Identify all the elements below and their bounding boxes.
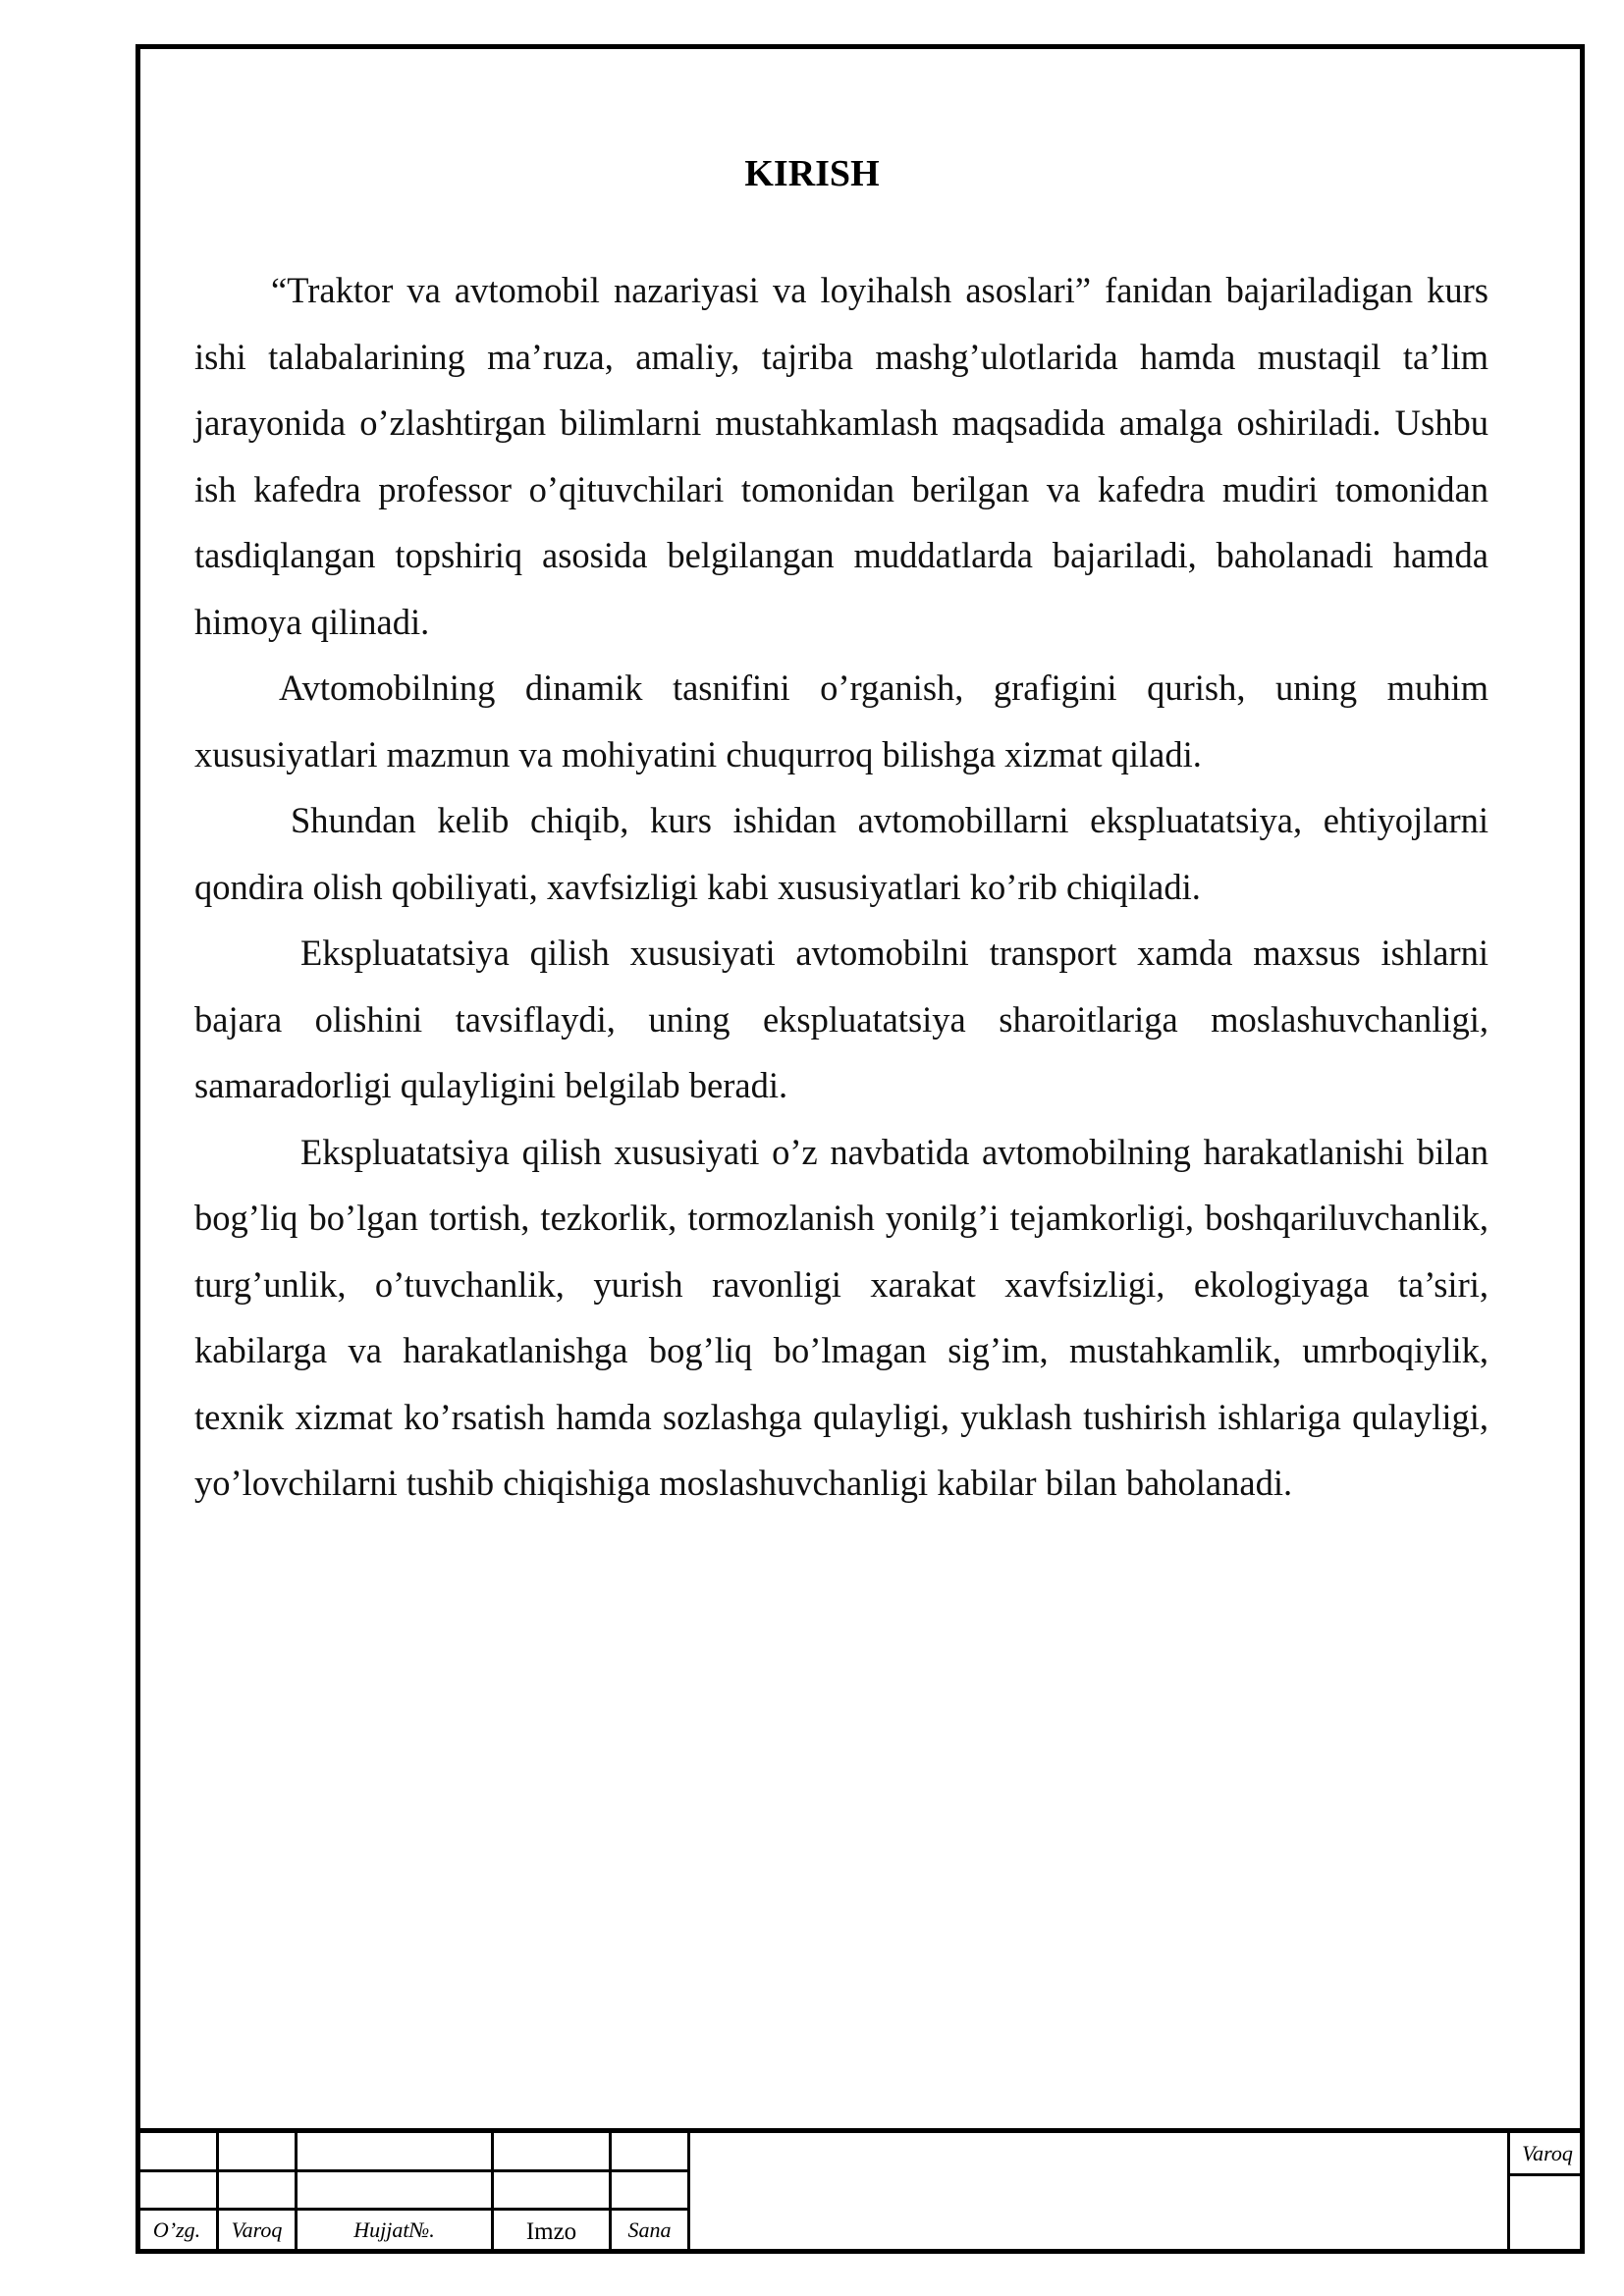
stamp-divider (135, 2208, 689, 2211)
stamp-divider (1507, 2173, 1585, 2176)
stamp-label-ozg: O’zg. (152, 2217, 201, 2242)
paragraph-exploitation-details: Ekspluatatsiya qilish xususiyati o’z navbatida avtomobilning harakatlanishi bilan bog’liq bo’lgan tortish, tezkorlik, tormozlanish yonilg’i tejamkorligi, boshqariluvchanlik, turg’unlik, o’tuvchanlik, yurish ravonligi xarakat xavfsizligi, ekologiyaga ta’siri, kabilarga va harakatlanishga bog’liq bo’lmagan sig’im, mustahkamlik, umrboqiylik, texnik xizmat ko’rsatish hamda sozlashga qulayligi, yuklash tushirish ishlariga qulayligi, yo’lovchilarni tushib chiqishiga moslashuvchanligi kabilar bilan baholanadi. (194, 1131, 1489, 1503)
paragraph-properties: Shundan kelib chiqib, kurs ishidan avtomobillarni ekspluatatsiya, ehtiyojlarni qondira olish qobiliyati, xavfsizligi kabi xususiyatlari ko’rib chiqiladi. (194, 800, 1489, 907)
page-title: KIRISH (744, 153, 880, 194)
paragraph-intro: “Traktor va avtomobil nazariyasi va loyihalsh asoslari” fanidan bajariladigan kurs ishi talabalarining ma’ruza, amaliy, tajriba mashg’ulotlarida hamda mustaqil ta’lim jarayonida o’zlashtirgan bilimlarni mustahkamlash maqsadida amalga oshiriladi. Ushbu ish kafedra professor o’qituvchilari tomonidan berilgan va kafedra mudiri tomonidan tasdiqlangan topshiriq asosida belgilangan muddatlarda bajariladi, baholanadi hamda himoya qilinadi. (194, 270, 1489, 642)
stamp-label-sana: Sana (627, 2217, 672, 2242)
stamp-divider (687, 2133, 690, 2254)
paragraph-exploitation: Ekspluatatsiya qilish xususiyati avtomobilni transport xamda maxsus ishlarni bajara olishini tavsiflaydi, uning ekspluatatsiya sharoitlariga moslashuvchanligi, samaradorligi qulayligini belgilab beradi. (194, 933, 1489, 1105)
stamp-label-hujjat: Hujjat№. (353, 2217, 435, 2242)
stamp-label-sheet: Varoq (1522, 2141, 1573, 2165)
stamp-label-imzo: Imzo (525, 2218, 577, 2245)
title-block-stamp (135, 2128, 1585, 2254)
paragraph-dynamics: Avtomobilning dinamik tasnifini o’rganish, grafigini qurish, uning muhim xususiyatlari mazmun va mohiyatini chuqurroq bilishga xizmat qiladi. (194, 667, 1489, 774)
stamp-divider (135, 2169, 689, 2172)
document-body (194, 257, 1489, 1517)
stamp-label-varoq: Varoq (231, 2217, 283, 2242)
